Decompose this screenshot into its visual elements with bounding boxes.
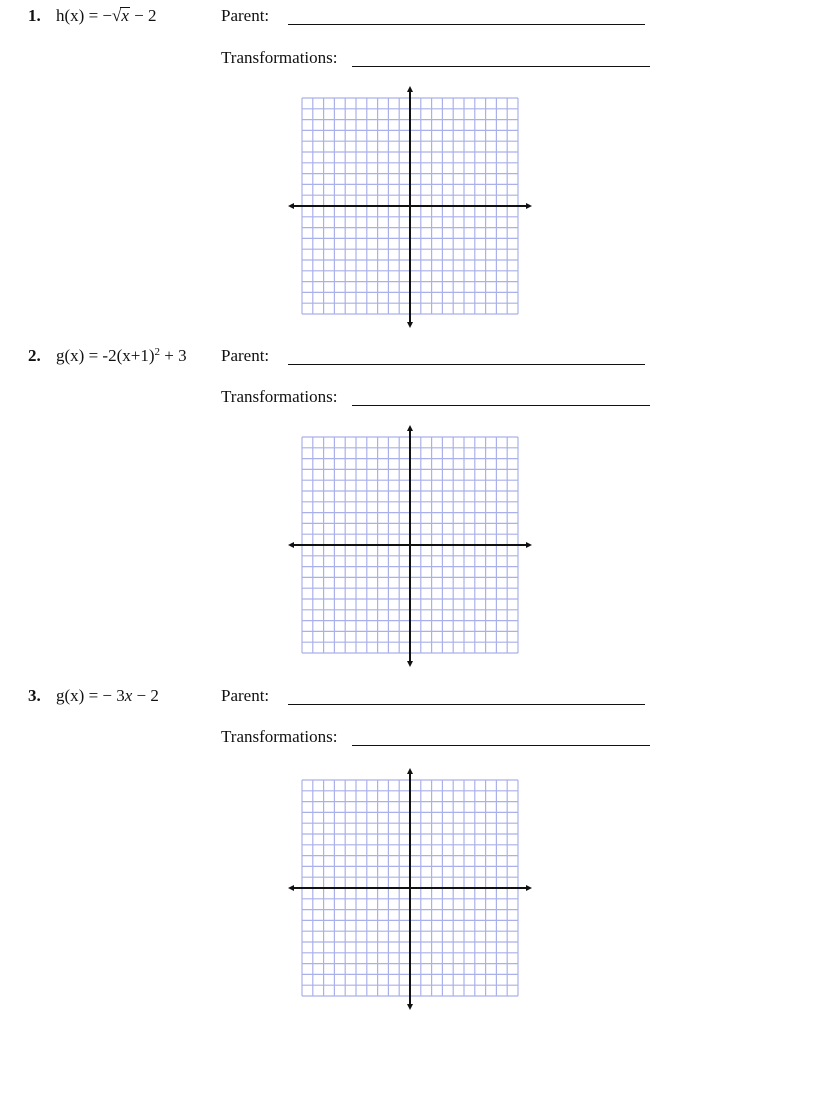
parent-answer-line[interactable] xyxy=(288,364,645,365)
y-axis-arrow-bottom xyxy=(407,1004,413,1010)
transformations-answer-line[interactable] xyxy=(352,405,650,406)
y-axis-arrow-bottom xyxy=(407,661,413,667)
parent-answer-line[interactable] xyxy=(288,24,645,25)
y-axis-arrow-top xyxy=(407,768,413,774)
transformations-answer-line[interactable] xyxy=(352,66,650,67)
equation-suffix: + 3 xyxy=(159,346,187,365)
problem-1 xyxy=(0,0,816,330)
transformations-label: Transformations: xyxy=(221,727,338,746)
equation-prefix: g(x) = − 3 xyxy=(56,686,125,705)
parent-label: Parent: xyxy=(221,346,270,365)
problem-number: 2. xyxy=(28,346,41,365)
problem-number: 1. xyxy=(28,6,41,25)
coordinate-grid[interactable] xyxy=(288,425,532,669)
parent-label: Parent: xyxy=(221,6,270,25)
x-axis-arrow-right xyxy=(526,203,532,209)
x-axis-arrow-left xyxy=(288,203,294,209)
x-axis-arrow-right xyxy=(526,542,532,548)
equation-suffix: − 2 xyxy=(129,6,157,25)
transformations-answer-line[interactable] xyxy=(352,745,650,746)
radical-sign: √ xyxy=(112,6,122,25)
problem-number: 3. xyxy=(28,686,41,705)
problem-2 xyxy=(0,339,816,669)
x-axis-arrow-right xyxy=(526,885,532,891)
equation xyxy=(56,346,187,366)
equation-suffix: − 2 xyxy=(132,686,159,705)
y-axis-arrow-top xyxy=(407,425,413,431)
coordinate-grid[interactable] xyxy=(288,768,532,1012)
variable: x xyxy=(124,686,133,705)
equation xyxy=(56,6,156,26)
equation-text: g(x) = -2(x+1) xyxy=(56,346,155,365)
transformations-label: Transformations: xyxy=(221,387,338,406)
radicand: x xyxy=(121,6,129,25)
problem-3 xyxy=(0,678,816,1008)
equation-prefix: h(x) = − xyxy=(56,6,112,25)
y-axis-arrow-bottom xyxy=(407,322,413,328)
equation xyxy=(56,686,159,706)
parent-label: Parent: xyxy=(221,686,270,705)
x-axis-arrow-left xyxy=(288,542,294,548)
parent-answer-line[interactable] xyxy=(288,704,645,705)
exponent: 2 xyxy=(154,346,160,358)
y-axis-arrow-top xyxy=(407,86,413,92)
coordinate-grid[interactable] xyxy=(288,86,532,330)
transformations-label: Transformations: xyxy=(221,48,338,67)
x-axis-arrow-left xyxy=(288,885,294,891)
